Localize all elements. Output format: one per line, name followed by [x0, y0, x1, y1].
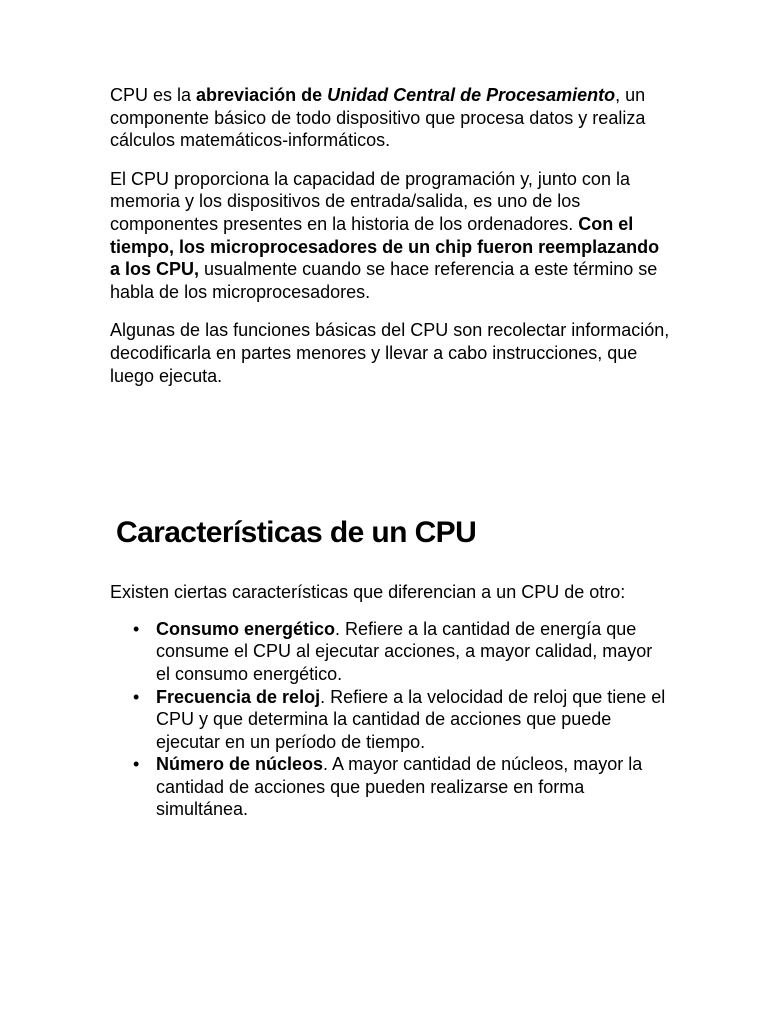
feature-description: . Refiere a la cantidad de energía que consume el CPU al ejecutar acciones, a mayor calidad, mayor el consumo energético. [156, 618, 653, 684]
feature-list [110, 618, 670, 821]
list-item-frecuencia [133, 686, 670, 754]
list-item-consumo [133, 618, 670, 686]
feature-term: Número de núcleos [156, 754, 324, 775]
bold-italic-run: Unidad Central de Procesamiento [327, 85, 616, 105]
paragraph-cpu-history [110, 168, 670, 304]
bullet-icon: • [133, 686, 140, 707]
bold-run: abreviación de [196, 85, 328, 105]
text-run: El CPU proporciona la capacidad de programación y, junto con la memoria y los dispositivos de entrada/salida, es uno de los componentes presentes en la historia de los ordenadores. [110, 168, 630, 234]
paragraph-cpu-definition [110, 84, 670, 152]
bold-run: Con el tiempo, los microprocesadores de un chip fueron reemplazando a los CPU, [110, 213, 660, 280]
feature-term: Frecuencia de reloj [156, 686, 321, 707]
document-page [110, 84, 670, 821]
feature-term: Consumo energético [156, 618, 336, 639]
bullet-icon: • [133, 754, 140, 775]
section-intro: Existen ciertas características que diferencian a un CPU de otro: [110, 582, 626, 603]
feature-description: . Refiere a la velocidad de reloj que tiene el CPU y que determina la cantidad de acciones que puede ejecutar en un período de tiempo. [156, 686, 666, 752]
text-run: CPU es la [110, 85, 197, 105]
list-item-nucleos [133, 753, 670, 821]
text-run: usualmente cuando se hace referencia a este término se habla de los microprocesadores. [110, 259, 658, 302]
text-run: , un componente básico de todo dispositivo que procesa datos y realiza cálculos matemáticos-informáticos. [110, 85, 646, 151]
section-heading: Características de un CPU [116, 516, 477, 550]
feature-description: . A mayor cantidad de núcleos, mayor la cantidad de acciones que pueden realizarse en forma simultánea. [156, 754, 643, 820]
paragraph-cpu-functions: Algunas de las funciones básicas del CPU son recolectar información, decodificarla en partes menores y llevar a cabo instrucciones, que luego ejecuta. [110, 320, 670, 386]
bullet-icon: • [133, 618, 140, 639]
